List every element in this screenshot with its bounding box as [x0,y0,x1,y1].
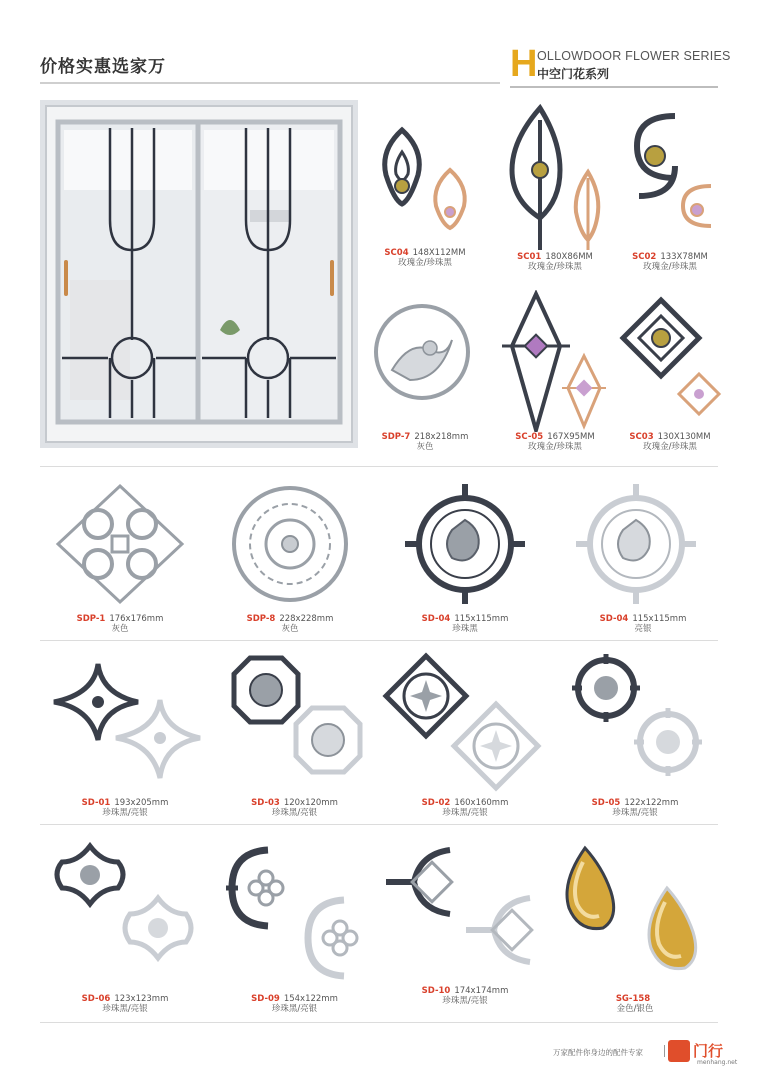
header-divider [40,82,500,84]
section-divider [40,640,718,641]
product-color: 灰色 [111,624,129,634]
footer-slogan: 万家配件你身边的配件专家 [553,1048,643,1057]
product-code: SD-06 [81,994,111,1004]
product-color: 玫瑰金/珍珠黑 [528,262,582,272]
product-size: 228x228mm [279,614,334,624]
product-size: 130X130MM [657,432,711,442]
product-code: SG-158 [615,994,651,1004]
product-size: 193x205mm [114,798,169,808]
product-size: 133X78MM [660,252,708,262]
product-size: 218x218mm [414,432,469,442]
product-code: SD-04 [599,614,629,624]
product-item [615,290,725,460]
product-size: 148X112MM [412,248,466,258]
product-size: 115x115mm [454,614,509,624]
product-size: 176x176mm [109,614,164,624]
product-item [615,100,725,270]
product-item [550,650,720,822]
product-item [370,100,480,268]
product-color: 珍珠黑/亮银 [271,1004,318,1014]
brand-series-name: OLLOWDOOR FLOWER SERIES [537,49,731,63]
product-size: 120x120mm [283,798,338,808]
product-size: 167X95MM [547,432,595,442]
sliding-door-image [40,100,358,448]
product-item [380,650,550,822]
product-code: SDP-8 [246,614,276,624]
product-item [50,480,190,635]
product-color: 玫瑰金/珍珠黑 [643,442,697,452]
product-code: SD-09 [251,994,280,1004]
product-item [380,838,550,1018]
product-code: SC03 [629,432,654,442]
product-color: 珍珠黑/亮银 [442,808,488,818]
product-code: SC04 [384,248,409,258]
series-brand [510,43,731,86]
product-size: 122x122mm [624,798,679,808]
product-size: 180X86MM [545,252,593,262]
product-color: 珍珠黑/亮银 [102,808,148,818]
product-code: SD-05 [591,798,621,808]
product-size: 154x122mm [283,994,338,1004]
product-color: 珍珠黑/亮银 [612,808,658,818]
product-color: 玫瑰金/珍珠黑 [643,262,697,272]
product-code: SD-01 [81,798,111,808]
product-code: SD-03 [251,798,280,808]
brand-divider [510,86,718,88]
product-item [212,650,377,822]
product-code: SC02 [632,252,657,262]
product-code: SD-10 [421,986,451,996]
product-color: 灰色 [416,442,434,452]
page-slogan: 价格实惠选家万 [40,57,166,77]
product-item [500,100,610,270]
product-code: SC-05 [515,432,544,442]
product-item [568,478,718,636]
product-item [220,480,360,635]
product-color: 亮银 [634,624,652,634]
product-color: 灰色 [281,624,299,634]
footer-logo-text: 门行 [693,1042,724,1060]
product-size: 160x160mm [454,798,509,808]
product-item [40,838,210,1018]
product-code: SDP-1 [76,614,106,624]
product-code: SD-04 [421,614,451,624]
product-item [212,838,377,1018]
product-item [555,838,715,1018]
product-color: 珍珠黑/亮银 [102,1004,148,1014]
footer-divider [664,1045,665,1057]
product-color: 金色/银色 [616,1004,654,1014]
section-divider [40,1022,718,1023]
product-color: 珍珠黑/亮银 [271,808,318,818]
product-color: 珍珠黑/亮银 [442,996,488,1006]
product-size: 115x115mm [632,614,687,624]
brand-initial: H [510,43,538,85]
section-divider [40,824,718,825]
section-divider [40,466,718,467]
product-color: 玫瑰金/珍珠黑 [398,258,452,268]
product-color: 玫瑰金/珍珠黑 [528,442,582,452]
product-color: 珍珠黑 [452,624,478,634]
product-code: SD-02 [421,798,451,808]
product-code: SC01 [517,252,542,262]
menhang-logo-icon [668,1040,690,1062]
product-item [500,290,610,460]
product-item [370,300,480,460]
product-size: 123x123mm [114,994,169,1004]
product-item [40,650,210,822]
brand-series-cn: 中空门花系列 [537,67,610,81]
product-item [390,478,540,636]
product-code: SDP-7 [381,432,411,442]
footer-logo-url: menhang.net [697,1059,738,1066]
product-size: 174x174mm [454,986,509,996]
